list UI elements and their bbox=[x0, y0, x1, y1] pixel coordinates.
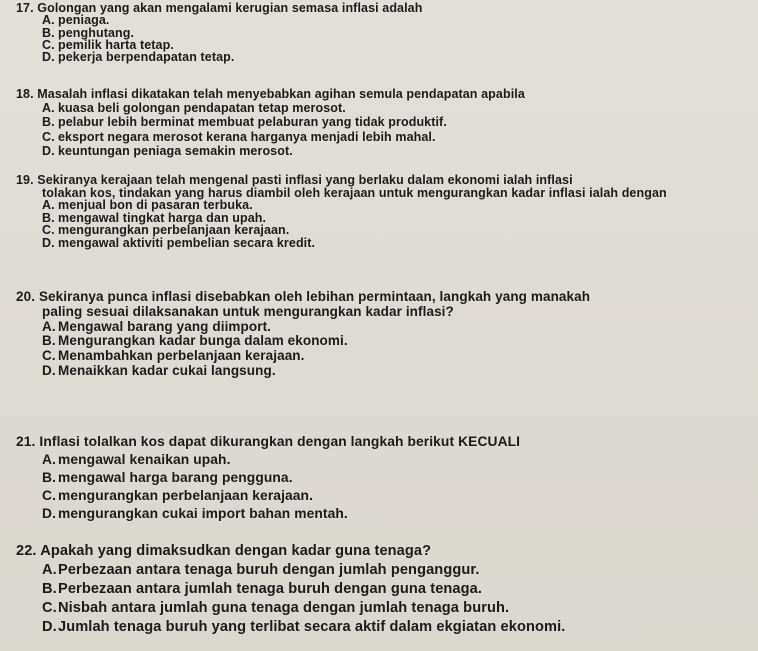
question-stem bbox=[16, 433, 740, 451]
option-c: C. Menambahkan perbelanjaan kerajaan. bbox=[42, 348, 305, 364]
question-text: Inflasi tolalkan kos dapat dikurangkan dengan langkah berikut KECUALI bbox=[39, 434, 521, 449]
question-number: 22. bbox=[16, 543, 37, 559]
option-a: A. Mengawal barang yang diimport. bbox=[42, 318, 272, 334]
option-b: B. mengawal tingkat harga dan upah. bbox=[42, 210, 267, 225]
option-c: C. pemilik harta tetap. bbox=[42, 37, 174, 52]
option-d: D. pekerja berpendapatan tetap. bbox=[42, 50, 235, 65]
option-d: D. mengawal aktiviti pembelian secara kredit. bbox=[42, 235, 316, 250]
question-text-continued: paling sesuai dilaksanakan untuk mengurangkan kadar inflasi? bbox=[42, 303, 454, 319]
question-stem bbox=[16, 542, 740, 561]
option-a: A. peniaga. bbox=[42, 13, 110, 28]
option-a: A. menjual bon di pasaran terbuka. bbox=[42, 198, 253, 213]
question-20 bbox=[16, 290, 740, 379]
option-c: C. mengurangkan perbelanjaan kerajaan. bbox=[42, 488, 314, 503]
option-c: C. eksport negara merosot kerana harganya menjadi lebih mahal. bbox=[42, 129, 436, 144]
question-stem bbox=[16, 174, 740, 199]
question-text: Golongan yang akan mengalami kerugian semasa inflasi adalah bbox=[37, 1, 423, 15]
option-d: D. keuntungan peniaga semakin merosot. bbox=[42, 143, 293, 158]
question-text: Sekiranya punca inflasi disebabkan oleh lebihan permintaan, langkah yang manakah bbox=[38, 289, 591, 304]
question-21 bbox=[16, 433, 740, 523]
option-d: D. Menaikkan kadar cukai langsung. bbox=[42, 362, 276, 378]
question-text-continued: tolakan kos, tindakan yang harus diambil oleh kerajaan untuk mengurangkan kadar inflasi ialah dengan bbox=[42, 185, 667, 200]
option-b: B. pelabur lebih berminat membuat pelaburan yang tidak produktif. bbox=[42, 115, 447, 130]
option-c: C.Nisbah antara jumlah guna tenaga dengan jumlah tenaga buruh. bbox=[42, 600, 510, 616]
question-stem bbox=[16, 2, 740, 14]
option-a: A. mengawal kenaikan upah. bbox=[42, 452, 231, 467]
option-b: B.Perbezaan antara jumlah tenaga buruh dengan guna tenaga. bbox=[42, 581, 483, 597]
option-b: B. mengawal harga barang pengguna. bbox=[42, 470, 293, 485]
option-d: D.Jumlah tenaga buruh yang terlibat secara aktif dalam ekgiatan ekonomi. bbox=[42, 619, 566, 635]
question-number: 21. bbox=[16, 434, 36, 449]
option-a: A.Perbezaan antara tenaga buruh dengan jumlah penganggur. bbox=[42, 562, 480, 578]
question-number: 19. bbox=[16, 173, 34, 187]
question-19 bbox=[16, 174, 740, 250]
question-stem bbox=[16, 290, 740, 320]
option-a: A. kuasa beli golongan pendapatan tetap merosot. bbox=[42, 101, 346, 116]
option-d: D. mengurangkan cukai import bahan mentah. bbox=[42, 506, 348, 521]
question-number: 17. bbox=[16, 1, 34, 15]
question-18 bbox=[16, 87, 740, 158]
question-number: 18. bbox=[16, 87, 34, 101]
option-b: B. Mengurangkan kadar bunga dalam ekonomi. bbox=[42, 333, 348, 349]
question-text: Apakah yang dimaksudkan dengan kadar guna tenaga? bbox=[40, 543, 432, 559]
question-stem bbox=[16, 87, 740, 101]
option-b: B. penghutang. bbox=[42, 25, 135, 40]
question-text: Masalah inflasi dikatakan telah menyebabkan agihan semula pendapatan apabila bbox=[37, 87, 525, 101]
option-c: C. mengurangkan perbelanjaan kerajaan. bbox=[42, 223, 290, 238]
question-22 bbox=[16, 542, 740, 637]
question-17 bbox=[16, 2, 740, 63]
question-text: Sekiranya kerajaan telah mengenal pasti inflasi yang berlaku dalam ekonomi ialah inflasi bbox=[37, 173, 573, 187]
question-number: 20. bbox=[16, 289, 36, 304]
